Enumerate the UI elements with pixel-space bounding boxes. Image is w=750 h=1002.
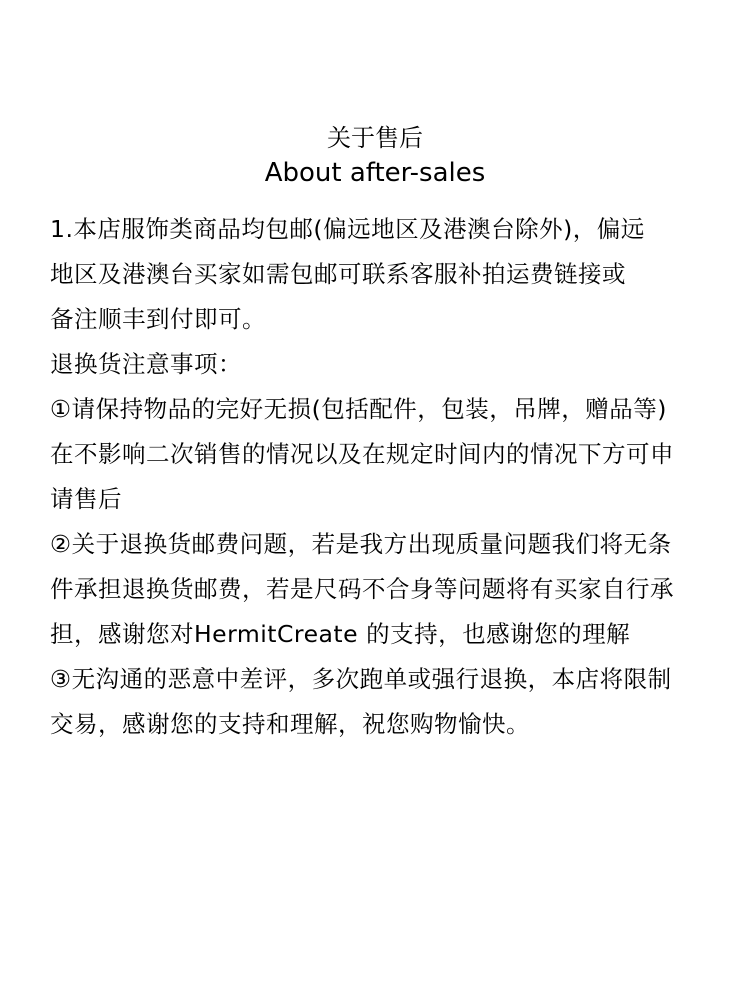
page-title-english: About after-sales xyxy=(264,158,486,188)
return-note-2-line-1: ②关于退换货邮费问题，若是我方出现质量问题我们将无条 xyxy=(50,530,672,558)
return-note-1-line-2: 在不影响二次销售的情况以及在规定时间内的情况下方可申 xyxy=(50,440,674,468)
policy-line-shipping-2: 地区及港澳台买家如需包邮可联系客服补拍运费链接或 xyxy=(50,260,626,288)
return-note-1-line-1: ①请保持物品的完好无损(包括配件，包装，吊牌，赠品等) xyxy=(50,395,667,423)
return-note-3-line-2: 交易，感谢您的支持和理解，祝您购物愉快。 xyxy=(50,710,530,738)
return-note-2-line-2: 件承担退换货邮费，若是尺码不合身等问题将有买家自行承 xyxy=(50,575,674,603)
page-title-chinese: 关于售后 xyxy=(327,124,423,152)
return-note-2-line-3: 担，感谢您对HermitCreate 的支持，也感谢您的理解 xyxy=(50,620,631,648)
return-notes-heading: 退换货注意事项： xyxy=(50,350,242,378)
policy-line-shipping-3: 备注顺丰到付即可。 xyxy=(50,305,266,333)
after-sales-policy-text xyxy=(50,207,710,747)
policy-line-shipping-1: 1.本店服饰类商品均包邮(偏远地区及港澳台除外)，偏远 xyxy=(50,215,645,243)
page-title-block xyxy=(0,121,750,191)
return-note-1-line-3: 请售后 xyxy=(50,485,122,513)
return-note-3-line-1: ③无沟通的恶意中差评，多次跑单或强行退换，本店将限制 xyxy=(50,665,672,693)
